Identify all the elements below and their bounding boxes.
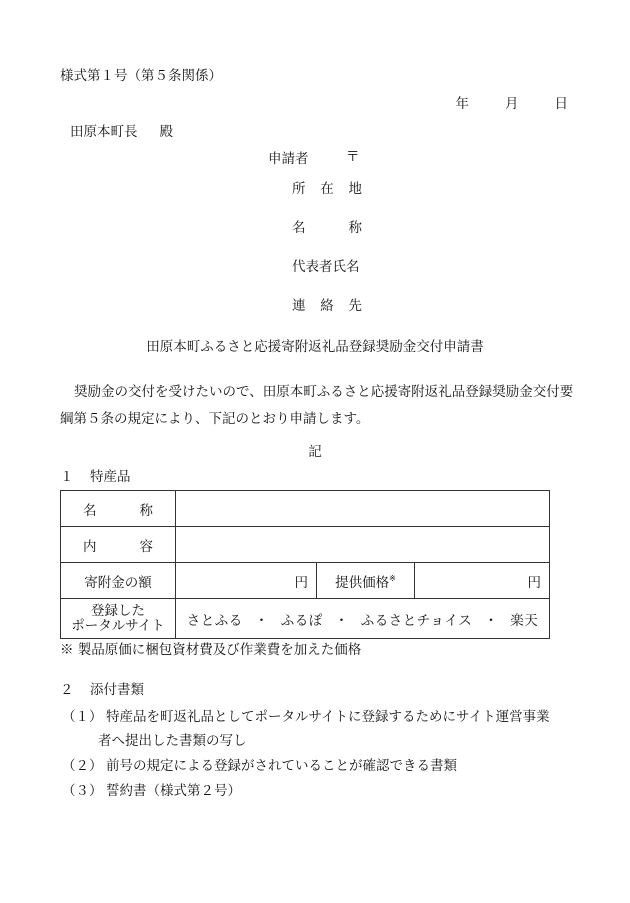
date-year: 年 [455, 96, 469, 112]
section2-heading [60, 684, 144, 698]
yen-unit-2: 円 [527, 574, 542, 591]
attachment-item-number: （１） [62, 709, 103, 725]
separator-dot: ・ [334, 612, 349, 629]
date-line [456, 98, 569, 112]
price-footnote: ※ 製品原価に梱包資材費及び作業費を加えた価格 [60, 642, 362, 658]
price-cell-label: 提供価格※ [317, 563, 415, 599]
addressee [70, 126, 173, 140]
addressee-name: 田原本町長 [70, 124, 138, 140]
ki-heading: 記 [308, 444, 322, 460]
portal-option-furusato-choice[interactable]: ふるさとチョイス [360, 612, 473, 629]
section1-number: １ [60, 469, 74, 485]
yen-unit-1: 円 [294, 574, 308, 591]
attachment-item-3 [62, 785, 241, 799]
attachment-item-text: 特産品を町返礼品としてポータルサイトに登録するためにサイト運営事業 [106, 709, 550, 725]
attachment-item-2 [62, 760, 457, 774]
donation-cell-value[interactable] [176, 563, 317, 599]
body-line-1: 奨励金の交付を受けたいので、田原本町ふるさと応援寄附返礼品登録奨励金交付要 [74, 384, 574, 400]
table-row-name [61, 491, 550, 527]
contact-label: 連絡先 [292, 298, 362, 314]
attachment-item-1 [62, 711, 550, 725]
content-cell-value[interactable] [176, 527, 550, 563]
postal-mark: 〒 [346, 149, 360, 165]
attachment-item-text: 誓約書（様式第２号） [106, 783, 241, 799]
representative-label: 代表者氏名 [292, 259, 360, 275]
table-row-portal [61, 599, 550, 639]
price-cell-value[interactable] [415, 563, 550, 599]
portal-option-rakuten[interactable]: 楽天 [510, 612, 539, 629]
portal-option-satofull[interactable]: さとふる [186, 612, 243, 629]
address-label: 所在地 [292, 181, 362, 197]
attachment-item-1-continued: 者へ提出した書類の写し [98, 733, 247, 749]
applicant-label: 申請者 [268, 151, 309, 167]
attachment-item-number: （３） [62, 783, 103, 799]
price-note-mark: ※ [389, 573, 396, 583]
section2-number: ２ [60, 682, 74, 698]
separator-dot: ・ [484, 612, 499, 629]
name-cell-label: 名称 [61, 491, 176, 527]
section1-heading [60, 471, 131, 485]
addressee-suffix: 殿 [159, 124, 173, 140]
section2-title: 添付書類 [90, 682, 144, 698]
separator-dot: ・ [254, 612, 269, 629]
date-day: 日 [554, 96, 568, 112]
form-number: 様式第１号（第５条関係） [60, 68, 222, 84]
product-table [60, 490, 550, 639]
name-cell-value[interactable] [176, 491, 550, 527]
portal-option-furupo[interactable]: ふるぽ [280, 612, 323, 629]
portal-site-options [176, 599, 550, 639]
name-label: 名称 [292, 220, 362, 236]
portal-cell-label: 登録した ポータルサイト [61, 599, 176, 639]
content-cell-label: 内容 [61, 527, 176, 563]
body-text [60, 379, 580, 433]
attachment-item-number: （２） [62, 758, 103, 774]
date-month: 月 [505, 96, 519, 112]
section1-title: 特産品 [90, 469, 131, 485]
table-row-content [61, 527, 550, 563]
donation-cell-label: 寄附金の額 [61, 563, 176, 599]
table-row-amounts [61, 563, 550, 599]
document-title: 田原本町ふるさと応援寄附返礼品登録奨励金交付申請書 [146, 339, 484, 355]
body-line-2: 綱第５条の規定により、下記のとおり申請します。 [60, 411, 370, 427]
attachment-item-text: 前号の規定による登録がされていることが確認できる書類 [106, 758, 457, 774]
